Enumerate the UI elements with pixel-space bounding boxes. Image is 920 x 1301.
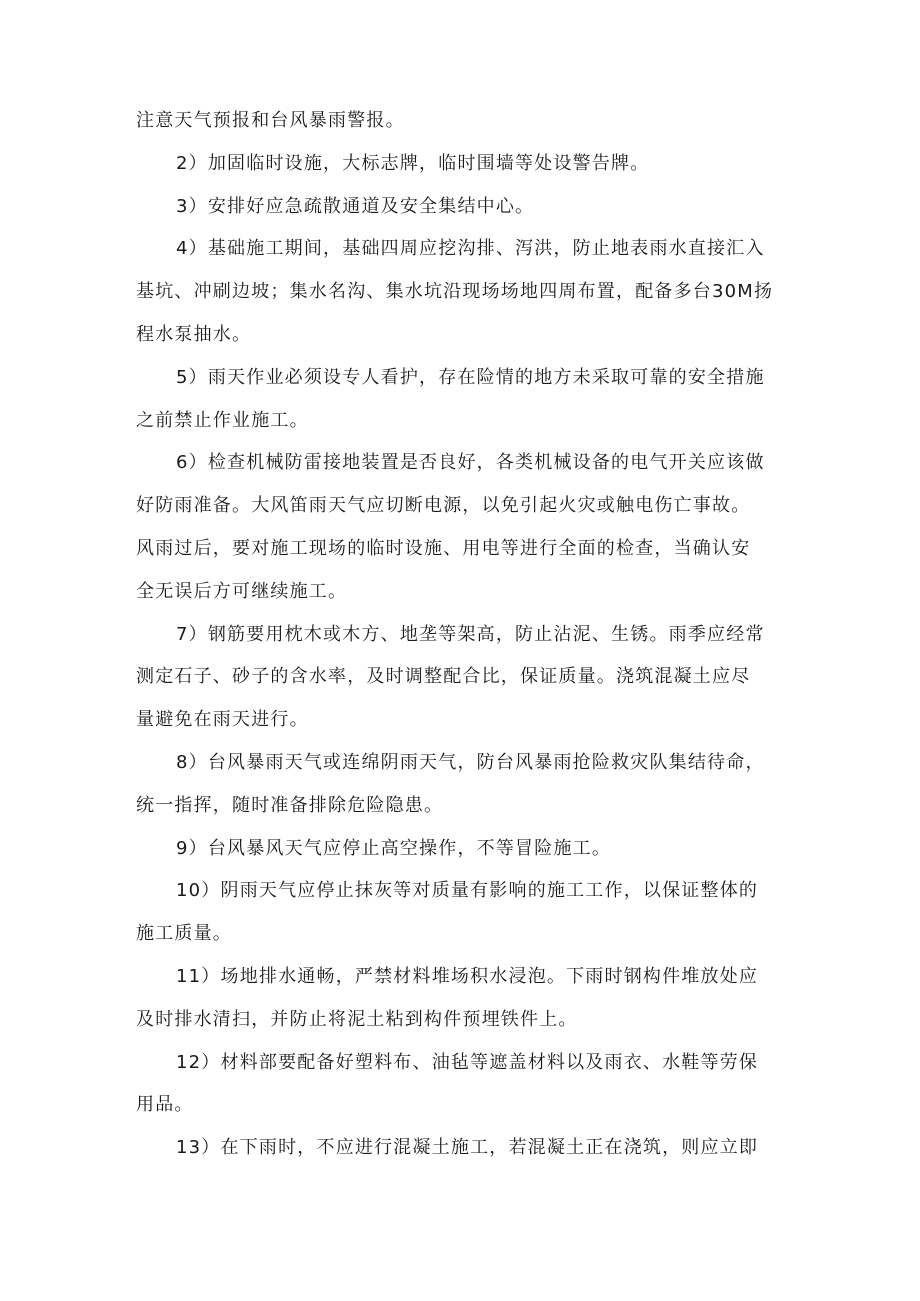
text-line: 8）台风暴雨天气或连绵阴雨天气，防台风暴雨抢险救灾队集结待命，	[176, 751, 765, 773]
text-line: 施工质量。	[136, 923, 232, 945]
text-line: 13）在下雨时，不应进行混凝土施工，若混凝土正在浇筑，则应立即	[176, 1137, 759, 1159]
text-line: 4）基础施工期间，基础四周应挖沟排、泻洪，防止地表雨水直接汇入	[176, 238, 765, 260]
text-line: 风雨过后，要对施工现场的临时设施、用电等进行全面的检查，当确认安	[136, 537, 751, 559]
text-line: 12）材料部要配备好塑料布、油毡等遮盖材料以及雨衣、水鞋等劳保	[176, 1051, 759, 1073]
text-line: 11）场地排水通畅，严禁材料堆场积水浸泡。下雨时钢构件堆放处应	[176, 965, 759, 987]
text-line: 基坑、冲刷边坡；集水名沟、集水坑沿现场场地四周布置，配备多台30M扬	[136, 281, 774, 303]
text-line: 6）检查机械防雷接地装置是否良好，各类机械设备的电气开关应该做	[176, 452, 765, 474]
text-line: 用品。	[136, 1094, 194, 1116]
document-page	[136, 100, 796, 1170]
text-line: 9）台风暴风天气应停止高空操作，不等冒险施工。	[176, 837, 612, 859]
text-line: 10）阴雨天气应停止抹灰等对质量有影响的施工工作，以保证整体的	[176, 880, 759, 902]
text-line: 程水泵抽水。	[136, 323, 252, 345]
text-line: 2）加固临时设施，大标志牌，临时围墙等处设警告牌。	[176, 152, 650, 174]
text-line: 注意天气预报和台风暴雨警报。	[136, 110, 405, 131]
text-line: 全无误后方可继续施工。	[136, 580, 348, 602]
text-line: 7）钢筋要用枕木或木方、地垄等架高，防止沾泥、生锈。雨季应经常	[176, 623, 765, 645]
text-line: 及时排水清扫，并防止将泥土粘到构件预埋铁件上。	[136, 1008, 578, 1030]
text-line: 量避免在雨天进行。	[136, 709, 309, 731]
text-line: 测定石子、砂子的含水率，及时调整配合比，保证质量。浇筑混凝土应尽	[136, 666, 751, 688]
text-line: 好防雨准备。大风笛雨天气应切断电源，以免引起火灾或触电伤亡事故。	[136, 495, 751, 517]
text-line: 统一指挥，随时准备排除危险隐患。	[136, 794, 444, 816]
text-line: 之前禁止作业施工。	[136, 409, 309, 431]
text-line: 5）雨天作业必须设专人看护，存在险情的地方未采取可靠的安全措施	[176, 366, 765, 388]
text-line: 3）安排好应急疏散通道及安全集结中心。	[176, 195, 535, 217]
